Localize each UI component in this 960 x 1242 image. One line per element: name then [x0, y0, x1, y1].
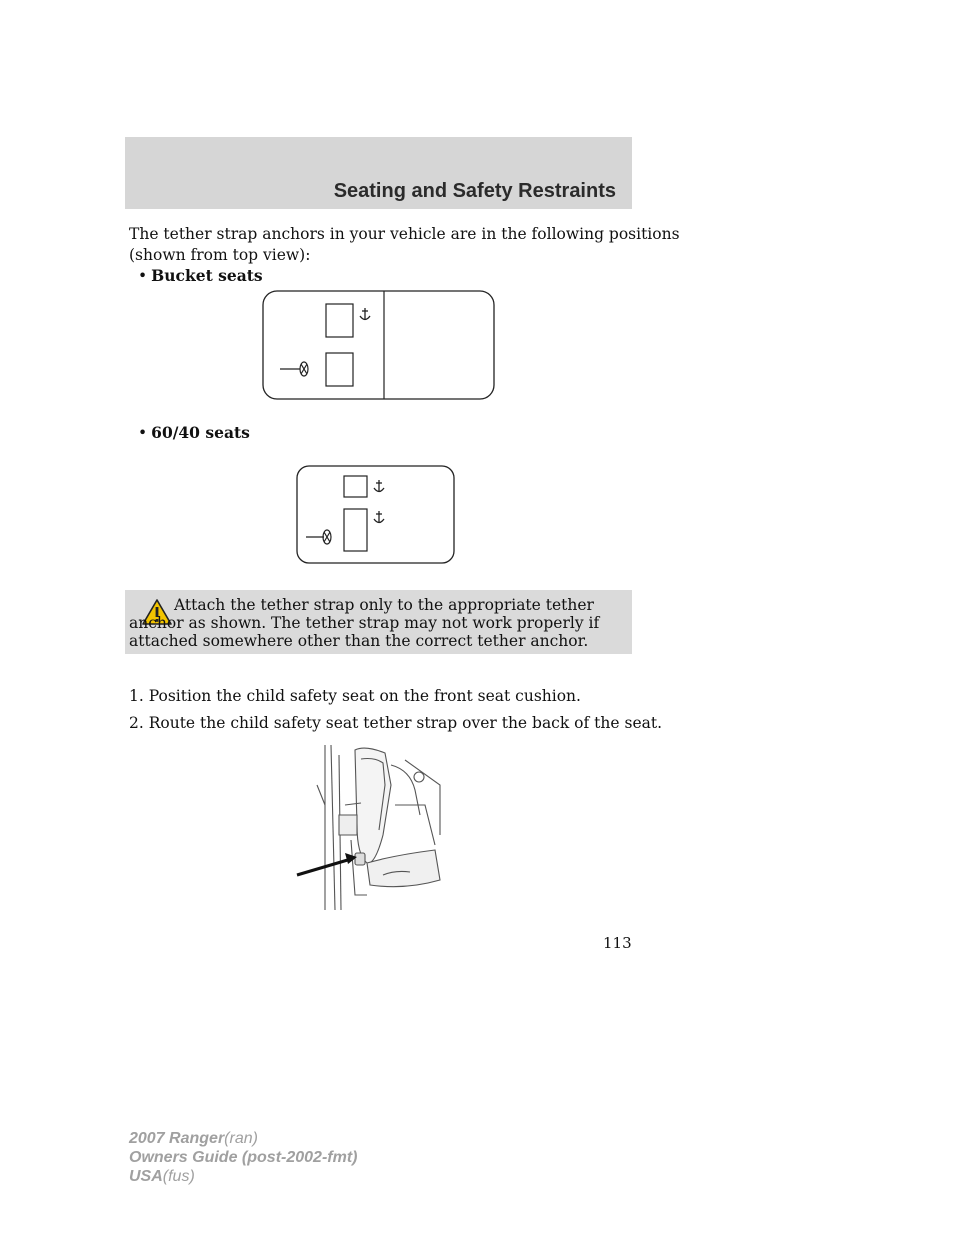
- seat-back-rect: [344, 476, 367, 497]
- step-2: 2. Route the child safety seat tether strap over the back of the seat.: [129, 714, 663, 732]
- footer-line-3: [129, 1167, 357, 1186]
- bullet-label: Bucket seats: [151, 266, 263, 285]
- bullet-bucket-seats: [138, 266, 263, 285]
- footer-market: USA: [129, 1168, 163, 1185]
- bullet-label: 60/40 seats: [151, 423, 250, 442]
- warning-box: [125, 590, 632, 654]
- section-title: Seating and Safety Restraints: [333, 180, 616, 202]
- steering-wheel-icon: [280, 362, 308, 376]
- bullet-dot: •: [138, 424, 148, 442]
- intro-line-2: (shown from top view):: [129, 246, 311, 264]
- warning-text: Attach the tether strap only to the appropriate tether anchor as shown. The tether strap may not work properly if attached somewhere other than the correct tether anchor.: [129, 596, 600, 650]
- footer-info: [129, 1129, 357, 1186]
- step-1: 1. Position the child safety seat on the front seat cushion.: [129, 687, 581, 705]
- intro-line-1: The tether strap anchors in your vehicle are in the following positions: [129, 225, 680, 243]
- page-number: 113: [603, 934, 632, 952]
- seat-front-rect: [326, 353, 353, 386]
- steering-wheel-icon: [306, 530, 331, 544]
- bucket-seats-diagram: [262, 290, 496, 402]
- footer-market-code: (fus): [162, 1168, 195, 1185]
- arrow-pointer: [297, 853, 357, 875]
- footer-line-1: [129, 1129, 357, 1148]
- anchor-icon: [360, 308, 370, 320]
- footer-model-code: (ran): [224, 1130, 258, 1147]
- footer-line-2: [129, 1148, 357, 1167]
- seat-tether-illustration: [295, 745, 445, 910]
- footer-guide: Owners Guide (post-2002-fmt): [129, 1149, 358, 1166]
- section-header-band: [125, 137, 632, 209]
- seat-bench-rect: [344, 509, 367, 551]
- bullet-6040-seats: [138, 423, 250, 442]
- footer-model: 2007 Ranger: [129, 1130, 225, 1147]
- anchor-icon: [374, 480, 384, 492]
- anchor-icon: [374, 511, 384, 523]
- seat-back-rect: [326, 304, 353, 337]
- bullet-dot: •: [138, 267, 148, 285]
- 6040-seats-diagram: [296, 465, 456, 565]
